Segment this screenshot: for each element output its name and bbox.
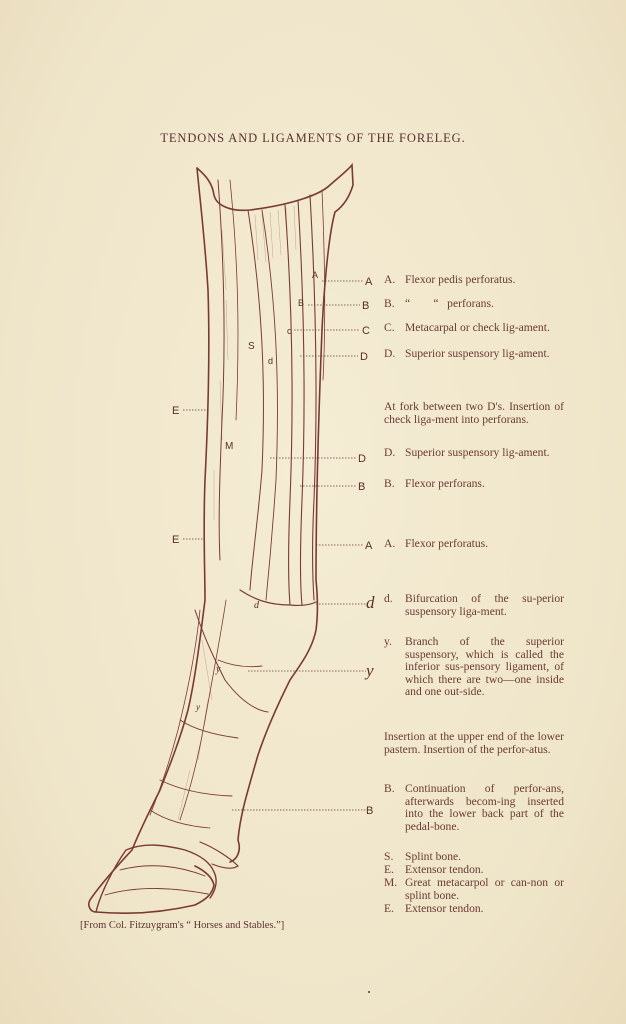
fig-label-C: C [362, 325, 370, 337]
legend-item: M. Great metacarpol or can-non or splint bone. [384, 876, 564, 902]
fig-label-A-lower: A [365, 540, 373, 552]
fig-inner-M: M [225, 441, 234, 452]
legend-item: C. Metacarpal or check lig-ament. [384, 321, 550, 334]
fig-inner-y-lower: y [196, 702, 200, 712]
legend-item: A. Flexor perforatus. [384, 537, 489, 550]
fig-inner-S: S [248, 341, 255, 352]
fig-inner-c: c [287, 326, 292, 336]
fig-label-B-lower: B [358, 481, 366, 493]
fig-inner-A: A [312, 270, 319, 280]
legend-item: d. Bifurcation of the su-perior suspensory liga-ment. [384, 592, 564, 618]
fig-inner-y: y [216, 664, 221, 675]
legend-note: At fork between two D's. Insertion of check liga-ment into perforans. [384, 400, 564, 426]
legend-item: D. Superior suspensory lig-ament. [384, 347, 550, 360]
legend-item: S. Splint bone. [384, 850, 462, 863]
legend-item: B. “ “ perforans. [384, 297, 494, 310]
legend-item: B. Continuation of perfor-ans, afterwards becom-ing inserted into the lower back part of the pedal-bone. [384, 782, 564, 833]
legend-item: A. Flexor pedis perforatus. [384, 273, 516, 286]
page-title: TENDONS AND LIGAMENTS OF THE FORELEG. [160, 131, 466, 145]
legend-note: Insertion at the upper end of the lower pastern. Insertion of the perfor-atus. [384, 730, 564, 756]
fig-label-E-upper: E [172, 405, 180, 417]
legend-item: E. Extensor tendon. [384, 902, 484, 915]
legend-item: E. Extensor tendon. [384, 863, 484, 876]
fig-inner-d-lower: d [254, 600, 259, 611]
fig-label-A: A [365, 276, 373, 288]
legend-item: y. Branch of the superior suspensory, which is called the inferior sus-pensory ligament, of which there are two—one inside and one out-side. [384, 635, 564, 699]
fig-label-d: d [366, 593, 375, 612]
page-speck [368, 991, 370, 993]
fig-label-B-bottom: B [366, 805, 374, 817]
fig-inner-B: B [298, 298, 305, 308]
fig-label-D-lower: D [358, 453, 366, 465]
figure-caption: [From Col. Fitzuygram's “ Horses and Stables.”] [80, 920, 285, 931]
fig-label-D: D [360, 351, 368, 363]
fig-inner-d: d [268, 356, 274, 366]
fig-label-y: y [366, 661, 374, 680]
fig-label-E-lower: E [172, 534, 180, 546]
fig-label-B: B [362, 300, 370, 312]
legend-item: D. Superior suspensory lig-ament. [384, 446, 550, 459]
legend-item: B. Flexor perforans. [384, 477, 485, 490]
